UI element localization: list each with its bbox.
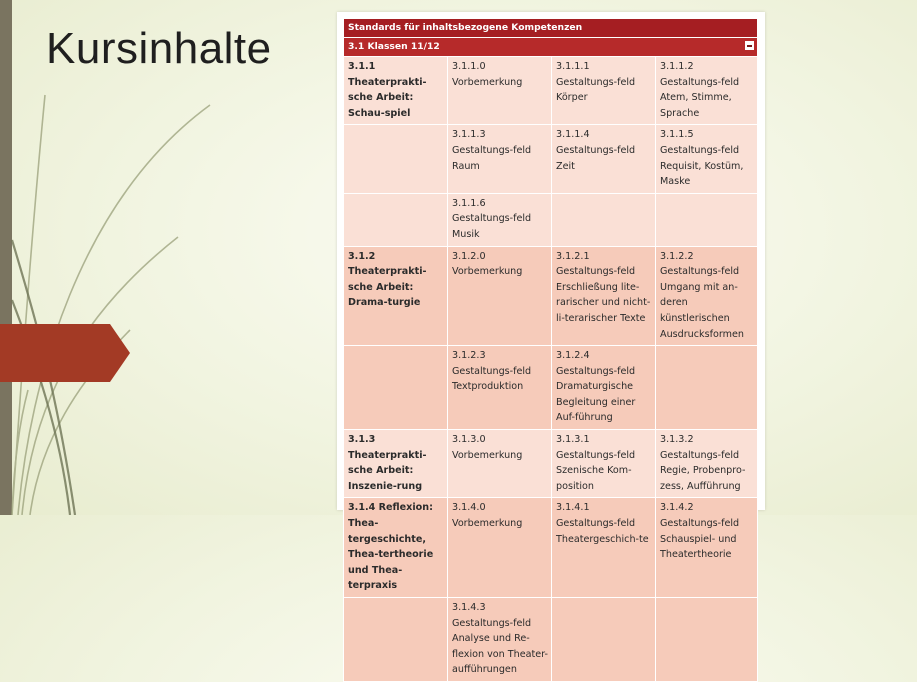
table-cell: [656, 193, 758, 246]
table-cell[interactable]: 3.1.1.5 Gestaltungs-feld Requisit, Kostüm, Maske: [656, 125, 758, 193]
table-cell[interactable]: 3.1.2.4 Gestaltungs-feld Dramaturgische Begleitung einer Auf-führung: [552, 346, 656, 430]
area-heading: 3.1.1 Theaterprakti-sche Arbeit: Schau-spiel: [344, 57, 448, 125]
area-heading: 3.1.3 Theaterprakti-sche Arbeit: Inszenie-rung: [344, 430, 448, 498]
table-row: [344, 57, 758, 125]
table-row: [344, 193, 758, 246]
area-heading: 3.1.4 Reflexion: Thea-tergeschichte, Thea-tertheorie und Thea-terpraxis: [344, 498, 448, 598]
table-cell[interactable]: 3.1.1.3 Gestaltungs-feld Raum: [448, 125, 552, 193]
table-cell[interactable]: 3.1.3.2 Gestaltungs-feld Regie, Probenpro-zess, Aufführung: [656, 430, 758, 498]
section-header-row[interactable]: [344, 38, 758, 57]
section-header[interactable]: [344, 38, 758, 57]
area-heading: 3.1.2 Theaterprakti-sche Arbeit: Drama-turgie: [344, 246, 448, 346]
section-header-label: 3.1 Klassen 11/12: [348, 41, 440, 52]
table-cell[interactable]: 3.1.4.0 Vorbemerkung: [448, 498, 552, 598]
table-row: [344, 246, 758, 346]
slide-title: Kursinhalte: [46, 24, 272, 73]
table-cell: [656, 346, 758, 430]
table-row: [344, 125, 758, 193]
table-cell[interactable]: 3.1.4.2 Gestaltungs-feld Schauspiel- und Theatertheorie: [656, 498, 758, 598]
table-cell[interactable]: 3.1.4.1 Gestaltungs-feld Theatergeschich-te: [552, 498, 656, 598]
collapse-icon[interactable]: [745, 41, 754, 50]
area-heading: [344, 125, 448, 193]
table-cell[interactable]: 3.1.2.3 Gestaltungs-feld Textproduktion: [448, 346, 552, 430]
table-cell: [552, 598, 656, 682]
accent-arrow-shape: [0, 324, 130, 382]
table-cell[interactable]: 3.1.2.1 Gestaltungs-feld Erschließung lite-rarischer und nicht-li-terarischer Texte: [552, 246, 656, 346]
table-cell[interactable]: 3.1.1.6 Gestaltungs-feld Musik: [448, 193, 552, 246]
table-cell[interactable]: 3.1.2.0 Vorbemerkung: [448, 246, 552, 346]
table-row: [344, 430, 758, 498]
standards-panel: [337, 12, 765, 676]
table-row: [344, 498, 758, 598]
table-cell[interactable]: 3.1.1.0 Vorbemerkung: [448, 57, 552, 125]
area-heading: [344, 346, 448, 430]
standards-table: [343, 18, 758, 682]
table-cell[interactable]: 3.1.1.4 Gestaltungs-feld Zeit: [552, 125, 656, 193]
area-heading: [344, 193, 448, 246]
table-header-row: [344, 19, 758, 38]
table-cell: [656, 598, 758, 682]
area-heading: [344, 598, 448, 682]
decorative-grass-lines: [0, 0, 260, 515]
table-cell[interactable]: 3.1.3.1 Gestaltungs-feld Szenische Kom-position: [552, 430, 656, 498]
table-cell[interactable]: 3.1.2.2 Gestaltungs-feld Umgang mit an-deren künstlerischen Ausdrucksformen: [656, 246, 758, 346]
table-cell[interactable]: 3.1.3.0 Vorbemerkung: [448, 430, 552, 498]
table-row: [344, 598, 758, 682]
table-row: [344, 346, 758, 430]
table-cell: [552, 193, 656, 246]
table-cell[interactable]: 3.1.4.3 Gestaltungs-feld Analyse und Re-flexion von Theater-aufführungen: [448, 598, 552, 682]
table-header: Standards für inhaltsbezogene Kompetenzen: [344, 19, 758, 38]
table-cell[interactable]: 3.1.1.2 Gestaltungs-feld Atem, Stimme, Sprache: [656, 57, 758, 125]
table-cell[interactable]: 3.1.1.1 Gestaltungs-feld Körper: [552, 57, 656, 125]
